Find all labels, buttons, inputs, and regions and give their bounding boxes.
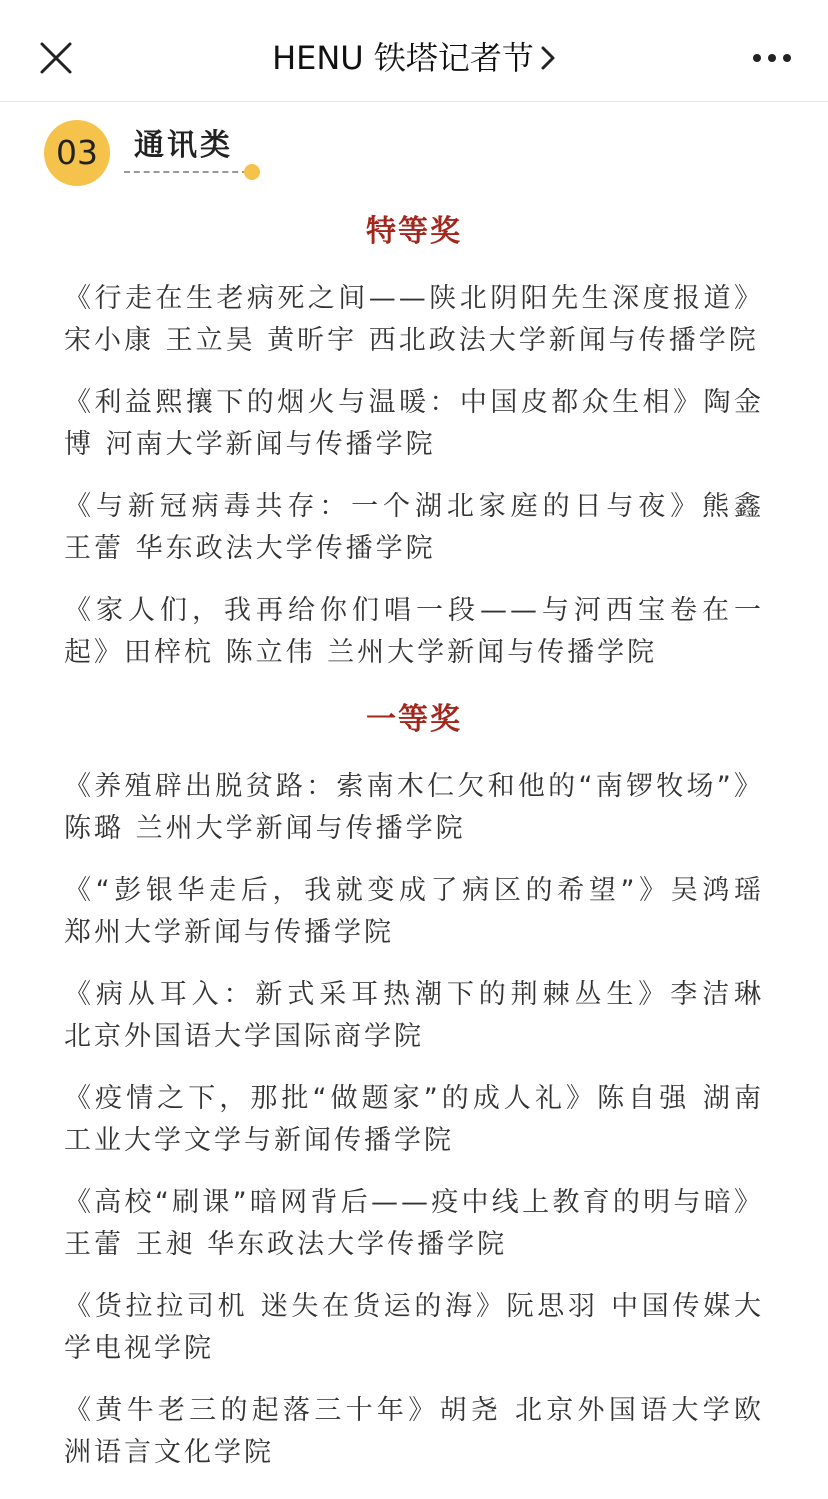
award-entry: 《利益熙攘下的烟火与温暖：中国皮都众生相》陶金博 河南大学新闻与传播学院: [64, 387, 764, 460]
more-button[interactable]: [752, 50, 792, 66]
chevron-right-icon: [540, 38, 556, 82]
account-title-link[interactable]: [0, 36, 828, 82]
section-underline: [124, 171, 248, 173]
page-title: HENU 铁塔记者节: [272, 39, 534, 77]
article-content: [64, 206, 764, 1494]
award-entry: 《病从耳入：新式采耳热潮下的荆棘丛生》李洁琳 北京外国语大学国际商学院: [64, 979, 764, 1052]
prize-title-special: 特等奖: [366, 214, 462, 249]
award-entry: 《高校“刷课”暗网背后——疫中线上教育的明与暗》王蕾 王昶 华东政法大学传播学院: [64, 1187, 764, 1260]
award-entry: 《货拉拉司机 迷失在货运的海》阮思羽 中国传媒大学电视学院: [64, 1291, 764, 1364]
award-entry: 《疫情之下，那批“做题家”的成人礼》陈自强 湖南工业大学文学与新闻传播学院: [64, 1083, 764, 1156]
award-entry: 《“彭银华走后，我就变成了病区的希望”》吴鸿瑶 郑州大学新闻与传播学院: [64, 875, 764, 948]
top-navigation-bar: [0, 0, 828, 102]
section-title: 通讯类: [134, 128, 233, 163]
award-entry: 《家人们，我再给你们唱一段——与河西宝卷在一起》田梓杭 陈立伟 兰州大学新闻与传播学院: [64, 595, 764, 668]
prize-title-first: 一等奖: [366, 702, 462, 737]
section-number-badge: 03: [44, 120, 110, 186]
award-entry: 《与新冠病毒共存：一个湖北家庭的日与夜》熊鑫 王蕾 华东政法大学传播学院: [64, 491, 764, 564]
award-entry: 《黄牛老三的起落三十年》胡尧 北京外国语大学欧洲语言文化学院: [64, 1395, 764, 1468]
section-dot: [244, 164, 260, 180]
award-entry: 《养殖辟出脱贫路：索南木仁欠和他的“南锣牧场”》陈璐 兰州大学新闻与传播学院: [64, 771, 764, 844]
award-entry: 《行走在生老病死之间——陕北阴阳先生深度报道》宋小康 王立昊 黄昕宇 西北政法大学新闻与传播学院: [64, 283, 764, 356]
more-dots-icon: [752, 50, 792, 66]
section-header: [44, 120, 304, 190]
